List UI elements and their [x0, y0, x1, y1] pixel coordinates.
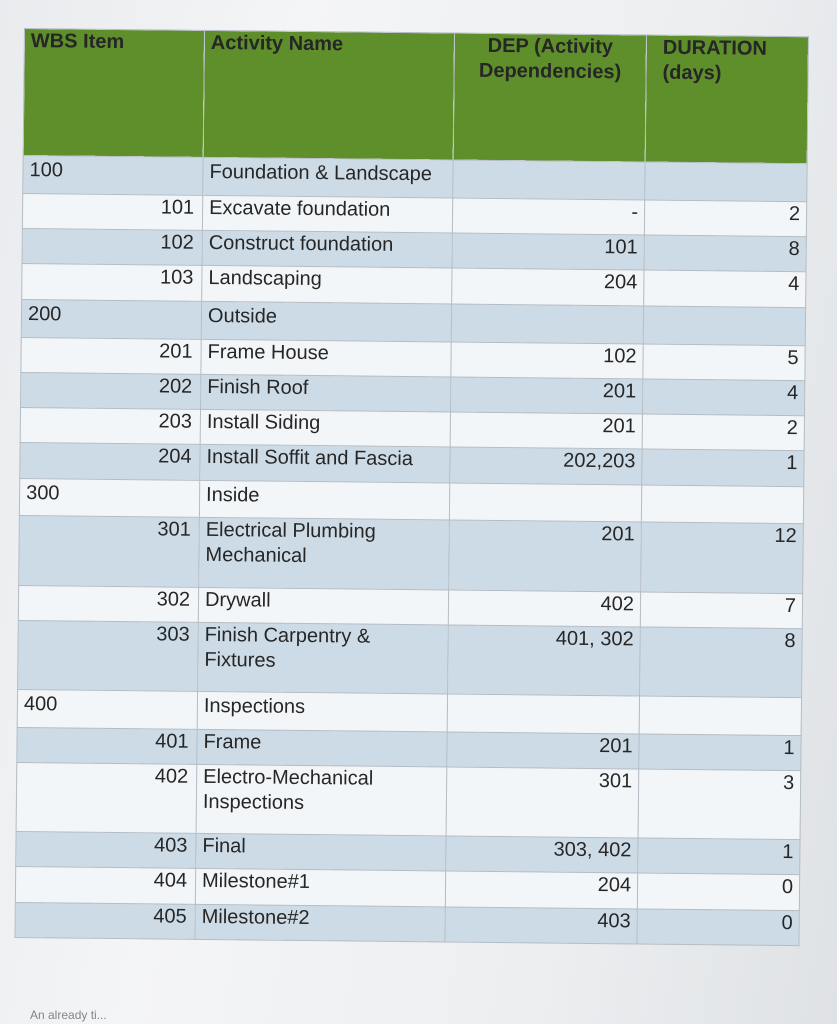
activity-duration: 3: [638, 769, 801, 840]
wbs-number: 103: [22, 264, 202, 301]
activity-name: Drywall: [198, 587, 448, 625]
activity-duration: 5: [643, 344, 805, 381]
activity-name: Frame House: [201, 339, 451, 377]
table-row: [15, 902, 799, 946]
activity-name: Install Soffit and Fascia: [200, 445, 450, 483]
activity-dependencies: 204: [445, 871, 637, 908]
table-row: [16, 763, 801, 840]
wbs-number: 303: [18, 620, 199, 691]
wbs-number: 200: [21, 299, 201, 339]
table-row: [19, 516, 804, 593]
wbs-number: 403: [16, 832, 196, 869]
activity-dependencies: 201: [451, 377, 643, 414]
wbs-number: 101: [22, 193, 202, 230]
wbs-number: 100: [23, 155, 203, 195]
header-dur-line1: DURATION: [662, 36, 768, 60]
activity-duration: 0: [637, 909, 799, 946]
activity-dependencies: 204: [452, 268, 644, 305]
wbs-number: 301: [19, 516, 200, 587]
activity-dependencies: 301: [446, 767, 639, 838]
activity-duration: 8: [644, 235, 806, 272]
activity-name: Final: [196, 834, 446, 872]
activity-dependencies: 402: [448, 590, 640, 627]
wbs-number: 404: [15, 867, 195, 904]
activity-duration: 8: [640, 627, 803, 698]
header-dependencies: [453, 33, 646, 162]
activity-duration: 12: [641, 522, 804, 593]
activity-dependencies: 202,203: [450, 447, 642, 484]
table-row: [18, 620, 803, 697]
activity-dependencies: [447, 694, 639, 734]
activity-name: Frame: [197, 729, 447, 767]
wbs-number: 204: [20, 443, 200, 480]
activity-name: Outside: [201, 301, 451, 342]
activity-dependencies: [453, 160, 645, 200]
wbs-number: 201: [21, 337, 201, 374]
activity-name: Inside: [199, 480, 449, 521]
wbs-number: 300: [19, 478, 199, 518]
activity-duration: 1: [639, 734, 801, 771]
activity-name: Excavate foundation: [202, 195, 452, 233]
activity-duration: 2: [642, 414, 804, 451]
activity-name: Milestone#2: [195, 904, 445, 942]
activity-dependencies: 101: [452, 233, 644, 270]
activity-name: Milestone#1: [195, 869, 445, 907]
activity-name: Inspections: [197, 691, 447, 732]
header-dep-line1: DEP (Activity: [487, 34, 614, 59]
activity-name: Foundation & Landscape: [203, 157, 453, 198]
wbs-number: 202: [21, 372, 201, 409]
wbs-number: 203: [20, 408, 200, 445]
wbs-number: 401: [17, 727, 197, 764]
wbs-number: 405: [15, 902, 195, 939]
header-duration: [645, 35, 808, 164]
wbs-number: 402: [16, 763, 197, 834]
activity-dependencies: [449, 482, 641, 522]
activity-name: Install Siding: [200, 409, 450, 447]
activity-duration: [643, 306, 805, 346]
activity-name: Finish Roof: [201, 374, 451, 412]
activity-duration: 4: [644, 270, 806, 307]
wbs-schedule-table: [14, 28, 808, 946]
activity-dependencies: 201: [450, 412, 642, 449]
cropped-footnote-text: An already ti...: [30, 1008, 107, 1022]
wbs-number: 400: [17, 689, 197, 729]
activity-dependencies: 403: [445, 907, 637, 944]
wbs-number: 102: [22, 229, 202, 266]
activity-name: Finish Carpentry & Fixtures: [198, 622, 449, 694]
activity-dependencies: 303, 402: [446, 836, 638, 873]
header-dur-line2: (days): [662, 61, 722, 85]
activity-duration: 0: [637, 873, 799, 910]
header-wbs-item: WBS Item: [23, 29, 204, 158]
activity-dependencies: -: [452, 198, 644, 235]
activity-name: Electro-Mechanical Inspections: [196, 764, 447, 836]
activity-duration: 1: [638, 838, 800, 875]
activity-duration: 1: [642, 449, 804, 486]
activity-name: Landscaping: [202, 266, 452, 304]
activity-dependencies: 401, 302: [448, 625, 641, 696]
activity-duration: 2: [644, 200, 806, 237]
activity-dependencies: 102: [451, 342, 643, 379]
activity-duration: 4: [642, 379, 804, 416]
wbs-number: 302: [18, 585, 198, 622]
activity-name: Electrical Plumbing Mechanical: [199, 518, 450, 590]
activity-dependencies: 201: [447, 732, 639, 769]
header-activity-name: Activity Name: [203, 30, 454, 160]
activity-duration: [645, 162, 807, 202]
header-dep-line2: Dependencies): [478, 59, 622, 84]
header-row: [23, 29, 808, 164]
activity-duration: [639, 696, 801, 736]
activity-duration: [641, 485, 803, 525]
activity-duration: 7: [640, 592, 802, 629]
activity-dependencies: 201: [449, 520, 642, 591]
table-body: [15, 155, 807, 945]
activity-name: Construct foundation: [202, 231, 452, 269]
activity-dependencies: [451, 304, 643, 344]
